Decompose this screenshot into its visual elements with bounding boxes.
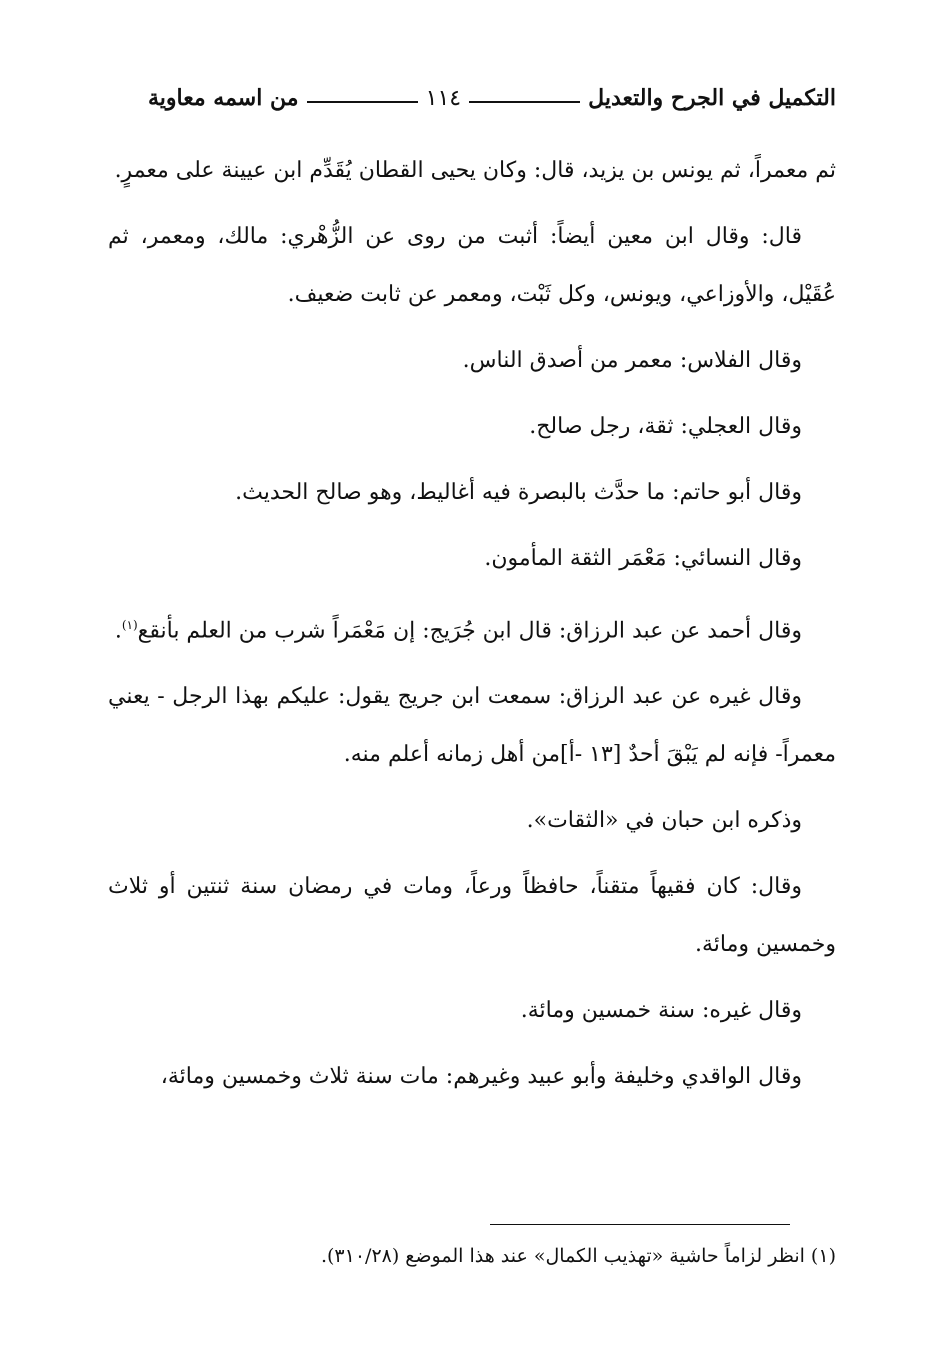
footnote-ref: (١) <box>121 618 138 632</box>
running-header <box>148 78 836 118</box>
book-title: التكميل في الجرح والتعديل <box>588 85 836 111</box>
paragraph: وقال: كان فقيهاً متقناً، حافظاً ورعاً، ومات في رمضان سنة ثنتين أو ثلاث وخمسين ومائة. <box>108 874 836 958</box>
paragraph: وقال النسائي: مَعْمَر الثقة المأمون. <box>484 546 802 571</box>
paragraph: وقال العجلي: ثقة، رجل صالح. <box>529 414 802 439</box>
paragraph: وقال الفلاس: معمر من أصدق الناس. <box>462 348 802 373</box>
paragraph: وقال غيره عن عبد الرزاق: سمعت ابن جريج يقول: عليكم بهذا الرجل - يعني معمراً- فإنه لم يَبْقَ أحدٌ [١٣ -أ]من أهل زمانه أعلم منه. <box>108 684 836 768</box>
page-number: ١١٤ <box>425 85 462 111</box>
footnote-separator <box>490 1224 790 1225</box>
paragraph-text: وقال أحمد عن عبد الرزاق: قال ابن جُرَيج: إن مَعْمَراً شرب من العلم بأنقع <box>137 618 802 644</box>
paragraph: وقال غيره: سنة خمسين ومائة. <box>520 998 802 1024</box>
header-rule <box>469 101 580 103</box>
main-text <box>108 142 836 1114</box>
paragraph: قال: وقال ابن معين أيضاً: أثبت من روى عن الزُّهْري: مالك، ومعمر، ثم عُقَيْل، والأوزاعي، ويونس، وكل ثَبْت، ومعمر عن ثابت ضعيف. <box>108 224 836 307</box>
header-rule <box>307 101 418 103</box>
paragraph: ثم معمراً، ثم يونس بن يزيد، قال: وكان يحيى القطان يُقَدِّم ابن عيينة على معمرٍ. <box>114 158 836 183</box>
paragraph: وقال الواقدي وخليفة وأبو عبيد وغيرهم: مات سنة ثلاث وخمسين ومائة، <box>160 1064 802 1090</box>
paragraph: وذكره ابن حبان في «الثقات». <box>526 808 802 834</box>
paragraph: وقال أحمد عن عبد الرزاق: قال ابن جُرَيج: إن مَعْمَراً شرب من العلم بأنقع$^{(١)}$. <box>114 618 802 644</box>
paragraph: وقال أبو حاتم: ما حدَّث بالبصرة فيه أغاليط، وهو صالح الحديث. <box>235 480 802 505</box>
footnote: (١) انظر لزاماً حاشية «تهذيب الكمال» عند هذا الموضع (٣١٠/٢٨). <box>320 1245 836 1267</box>
entry-name: من اسمه معاوية <box>147 85 299 111</box>
